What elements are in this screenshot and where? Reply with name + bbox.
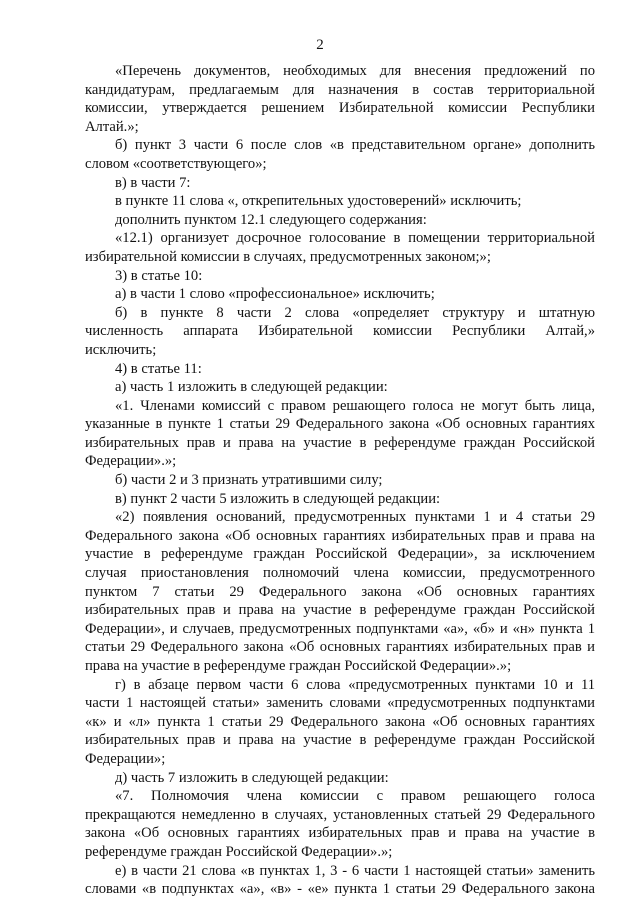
text-line: словами «в подпунктах «а», «в» - «е» пункта 1 статьи 29 Федерального закона [85, 881, 595, 898]
text-line: избирательных прав и права на участие в референдуме граждан Российской [85, 732, 595, 749]
text-line: б) в пункте 8 части 2 слова «определяет структуру и штатную [115, 304, 595, 321]
text-line: «7. Полномочия члена комиссии с правом решающего голоса [115, 788, 595, 805]
text-line: а) часть 1 изложить в следующей редакции: [115, 379, 388, 396]
text-line: е) в части 21 слова «в пунктах 1, 3 - 6 части 1 настоящей статьи» заменить [115, 862, 595, 879]
text-line: статьи 29 Федерального закона «Об основных гарантиях избирательных прав и [85, 639, 595, 656]
text-line: б) части 2 и 3 признать утратившими силу; [115, 472, 383, 489]
text-line: «12.1) организует досрочное голосование в помещении территориальной [115, 230, 595, 247]
text-line: указанные в пункте 1 статьи 29 Федерального закона «Об основных гарантиях [85, 416, 595, 433]
text-line: в) в части 7: [115, 174, 191, 191]
text-line: Федерации»; [85, 750, 166, 767]
text-line: участие в референдуме граждан Российской Федерации», за исключением [85, 546, 595, 563]
text-line: пунктом 7 статьи 29 Федерального закона «Об основных гарантиях [85, 583, 595, 600]
text-line: 3) в статье 10: [115, 267, 203, 284]
text-line: б) пункт 3 части 6 после слов «в представительном органе» дополнить [115, 137, 595, 154]
text-line: права на участие в референдуме граждан Российской Федерации».»; [85, 658, 512, 674]
text-line: кандидатурам, предлагаемым для назначения в состав территориальной [85, 81, 595, 98]
text-line: прекращаются немедленно в случаях, установленных статьей 29 Федерального [85, 806, 595, 823]
text-line: в) пункт 2 части 5 изложить в следующей редакции: [115, 490, 441, 507]
page-number: 2 [316, 37, 324, 53]
text-line: избирательных прав и права на участие в референдуме граждан Российской [85, 434, 595, 451]
text-line: референдуме граждан Российской Федерации».»; [85, 843, 393, 860]
text-line: Алтай.»; [85, 118, 139, 135]
text-line: случая приостановления полномочий члена комиссии, предусмотренного [85, 565, 595, 582]
document-body [85, 62, 595, 899]
text-line: д) часть 7 изложить в следующей редакции: [115, 769, 389, 786]
text-line: Федерального закона «Об основных гарантиях избирательных прав и права на [85, 527, 595, 544]
text-line: «Перечень документов, необходимых для внесения предложений по [115, 63, 595, 79]
text-line: «1. Членами комиссий с правом решающего голоса не могут быть лица, [115, 397, 595, 414]
text-line: Федерации».»; [85, 453, 177, 470]
text-line: избирательной комиссии в случаях, предусмотренных законом;»; [85, 248, 491, 265]
text-line: закона «Об основных гарантиях избирательных прав и права на участие в [85, 825, 595, 842]
text-line: а) в части 1 слово «профессиональное» исключить; [115, 286, 435, 303]
text-line: 4) в статье 11: [115, 360, 202, 377]
text-line: комиссии, утверждается решением Избирательной комиссии Республики [85, 100, 595, 117]
text-line: исключить; [85, 341, 157, 358]
text-line: в пункте 11 слова «, открепительных удостоверений» исключить; [115, 193, 522, 210]
text-line: численность аппарата Избирательной комиссии Республики Алтай,» [85, 323, 595, 340]
text-line: Федерации», и случаев, предусмотренных подпунктами «а», «б» и «н» пункта 1 [85, 620, 595, 637]
text-line: г) в абзаце первом части 6 слова «предусмотренных пунктами 10 и 11 [115, 676, 595, 693]
text-line: части 1 настоящей статьи» заменить словами «предусмотренных подпунктами [85, 695, 595, 712]
text-line: словом «соответствующего»; [85, 155, 267, 172]
text-line: «2) появления оснований, предусмотренных пунктами 1 и 4 статьи 29 [115, 509, 595, 526]
text-line: «к» и «л» пункта 1 статьи 29 Федерального закона «Об основных гарантиях [85, 713, 595, 730]
text-line: избирательных прав и права на участие в референдуме граждан Российской [85, 602, 595, 619]
text-line: дополнить пунктом 12.1 следующего содержания: [115, 211, 427, 228]
